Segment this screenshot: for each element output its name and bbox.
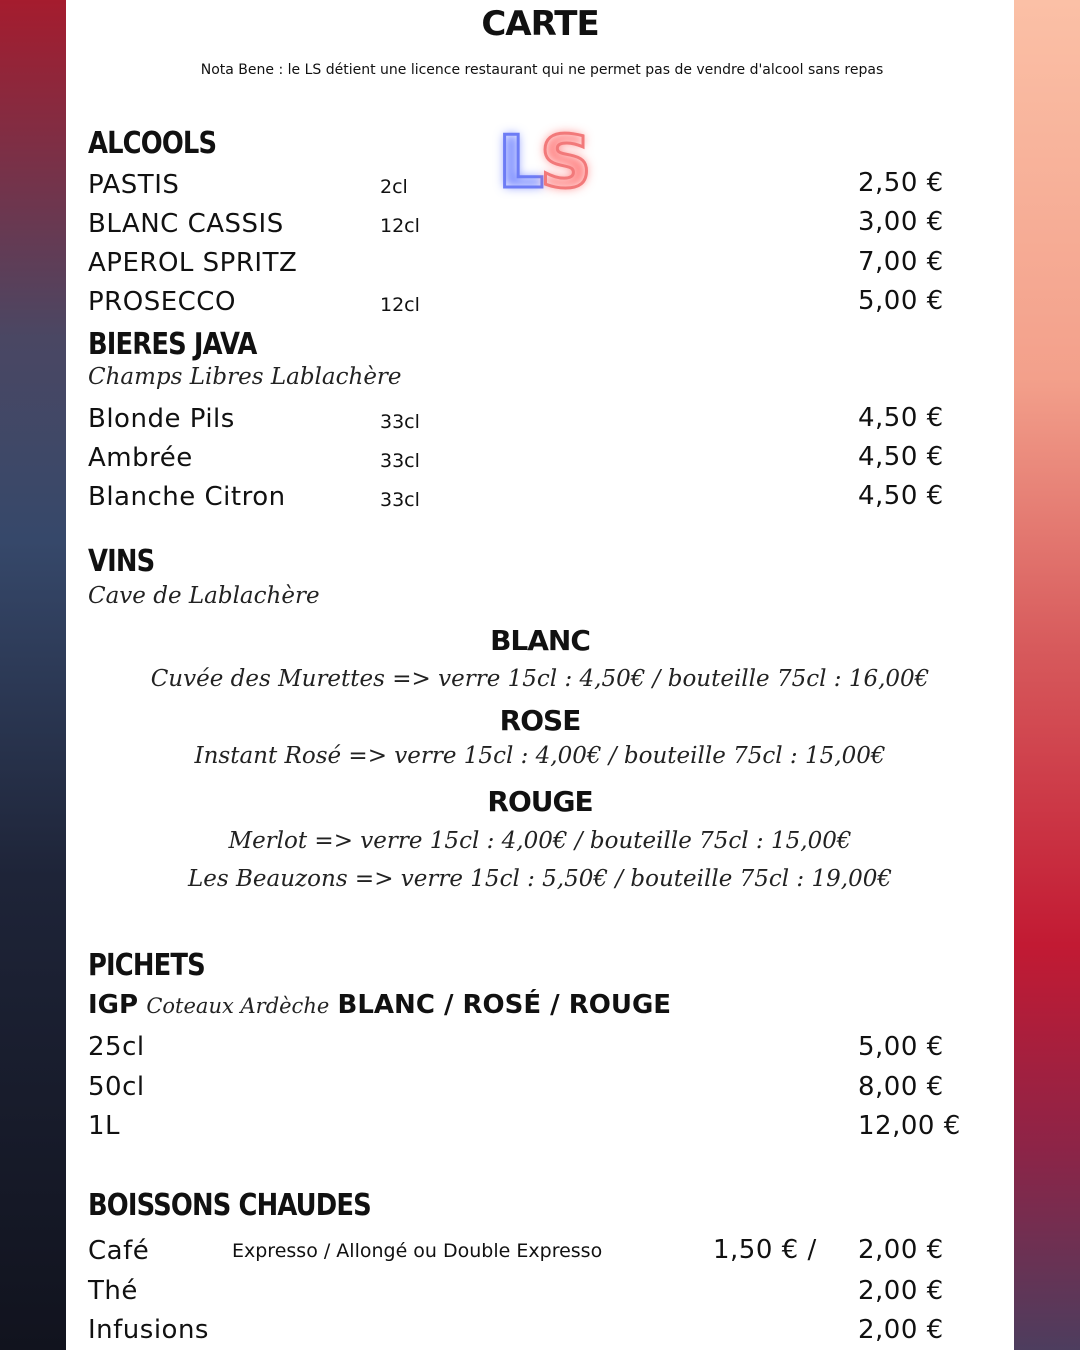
item-qty: 12cl: [380, 215, 420, 237]
section-title-boissons-chaudes: BOISSONS CHAUDES: [88, 1188, 371, 1223]
item-qty: 33cl: [380, 411, 420, 433]
wine-line: Les Beauzons => verre 15cl : 5,50€ / bouteille 75cl : 19,00€: [188, 866, 892, 892]
item-price: 7,00 €: [858, 247, 944, 277]
item-qty: 2cl: [380, 176, 408, 198]
item-price: 2,50 €: [858, 168, 944, 198]
section-title-vins: VINS: [88, 544, 155, 579]
item-qty: 33cl: [380, 450, 420, 472]
section-subtitle-vins: Cave de Lablachère: [88, 583, 320, 609]
item-price: 4,50 €: [858, 403, 944, 433]
item-price-alt: 1,50 € /: [713, 1235, 817, 1265]
item-price: 5,00 €: [858, 286, 944, 316]
item-price: 12,00 €: [858, 1111, 961, 1141]
item-name: Ambrée: [88, 443, 193, 473]
wine-line: Cuvée des Murettes => verre 15cl : 4,50€ / bouteille 75cl : 16,00€: [150, 666, 930, 692]
section-title-alcools: ALCOOLS: [88, 126, 217, 161]
license-note: Nota Bene : le LS détient une licence restaurant qui ne permet pas de vendre d'alcool sans repas: [200, 62, 884, 78]
item-name: 1L: [88, 1111, 121, 1141]
section-subtitle-bieres: Champs Libres Lablachère: [88, 364, 402, 390]
pichets-colors: BLANC / ROSÉ / ROUGE: [337, 990, 672, 1020]
item-price: 2,00 €: [858, 1276, 944, 1306]
item-name: PASTIS: [88, 170, 180, 200]
item-price: 3,00 €: [858, 207, 944, 237]
item-name: PROSECCO: [88, 287, 236, 317]
item-qty: 33cl: [380, 489, 420, 511]
item-name: Blonde Pils: [88, 404, 235, 434]
item-qty: 12cl: [380, 294, 420, 316]
wine-line: Instant Rosé => verre 15cl : 4,00€ / bouteille 75cl : 15,00€: [194, 743, 886, 769]
pichets-header-line: [88, 990, 671, 1020]
section-title-pichets: PICHETS: [88, 948, 205, 983]
item-name: 25cl: [88, 1032, 145, 1062]
item-price: 2,00 €: [858, 1235, 944, 1265]
item-name: Infusions: [88, 1315, 209, 1345]
item-description: Expresso / Allongé ou Double Expresso: [232, 1240, 603, 1262]
item-name: Blanche Citron: [88, 482, 286, 512]
pichets-igp: IGP: [88, 990, 139, 1020]
item-price: 5,00 €: [858, 1032, 944, 1062]
item-name: APEROL SPRITZ: [88, 248, 298, 278]
wine-type-blanc: BLANC: [490, 624, 590, 657]
wine-line: Merlot => verre 15cl : 4,00€ / bouteille 75cl : 15,00€: [228, 828, 852, 854]
item-price: 4,50 €: [858, 481, 944, 511]
item-price: 4,50 €: [858, 442, 944, 472]
menu-title: CARTE: [481, 4, 599, 44]
item-name: BLANC CASSIS: [88, 209, 284, 239]
item-price: 2,00 €: [858, 1315, 944, 1345]
item-name: Thé: [88, 1276, 138, 1306]
item-name: Café: [88, 1236, 150, 1266]
pichets-region: Coteaux Ardèche: [146, 994, 330, 1018]
wine-type-rouge: ROUGE: [487, 785, 593, 818]
item-name: 50cl: [88, 1072, 145, 1102]
section-title-bieres: BIERES JAVA: [88, 327, 257, 362]
wine-type-rose: ROSE: [499, 704, 581, 737]
item-price: 8,00 €: [858, 1072, 944, 1102]
ls-neon-logo: LS: [498, 120, 588, 204]
